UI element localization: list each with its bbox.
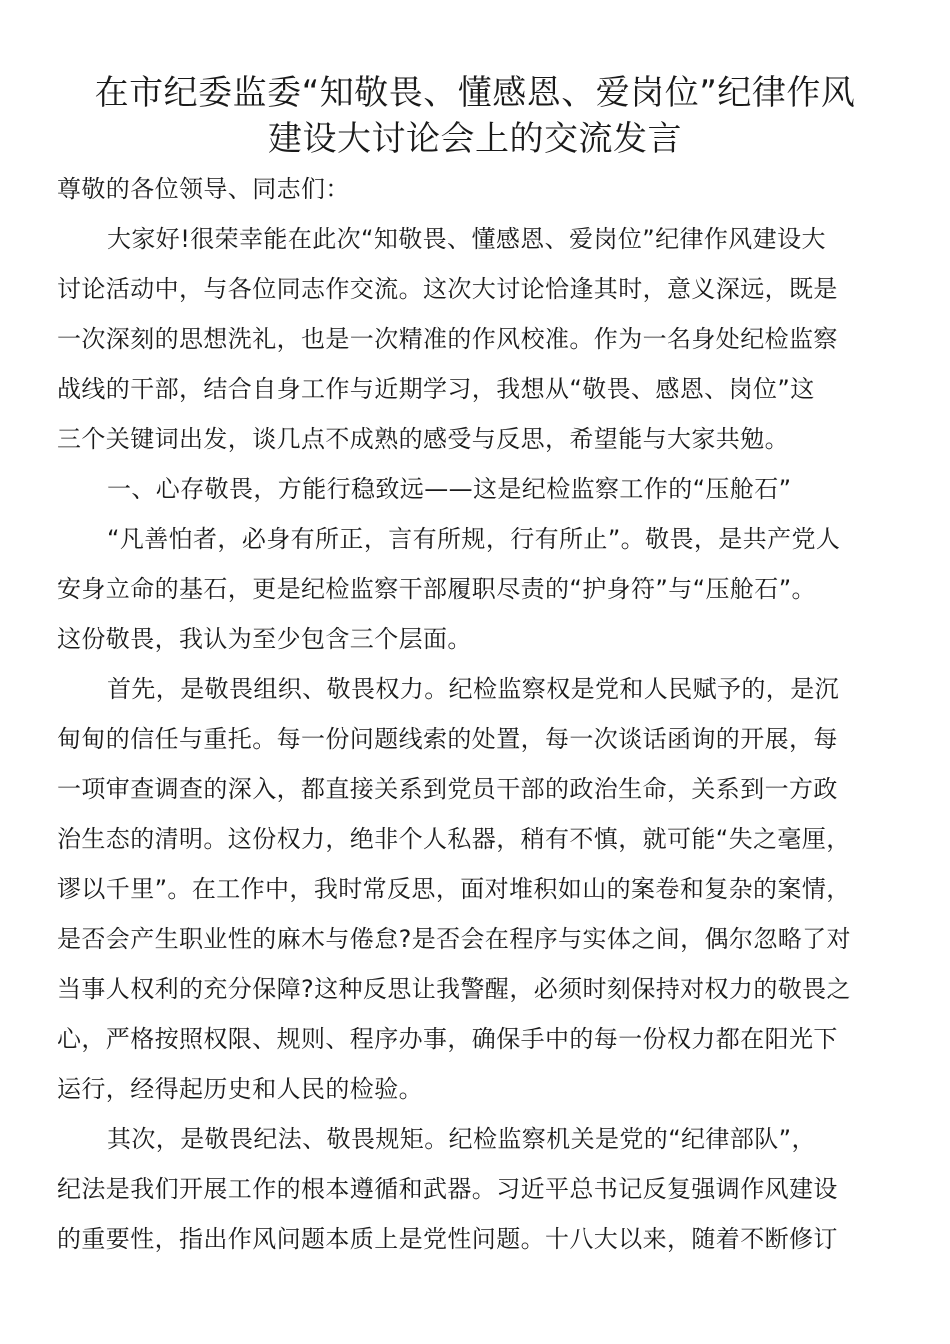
body-line: 运行，经得起历史和人民的检验。 [57, 1075, 423, 1103]
body-line: 其次，是敬畏纪法、敬畏规矩。纪检监察机关是党的“纪律部队”， [107, 1125, 816, 1153]
salutation: 尊敬的各位领导、同志们： [57, 175, 350, 203]
section-heading: 一、心存敬畏，方能行稳致远——这是纪检监察工作的“压舱石” [107, 475, 792, 503]
body-line: 首先，是敬畏组织、敬畏权力。纪检监察权是党和人民赋予的，是沉 [107, 675, 839, 703]
body-line: 治生态的清明。这份权力，绝非个人私器，稍有不慎，就可能“失之毫厘， [57, 825, 851, 853]
body-line: 一项审查调查的深入，都直接关系到党员干部的政治生命，关系到一方政 [57, 775, 838, 803]
body-line: 的重要性，指出作风问题本质上是党性问题。十八大以来，随着不断修订 [57, 1225, 838, 1253]
document-title-line-1: 在市纪委监委“知敬畏、懂感恩、爱岗位”纪律作风 [94, 73, 856, 113]
body-line: 三个关键词出发，谈几点不成熟的感受与反思，希望能与大家共勉。 [57, 425, 789, 453]
body-line: 是否会产生职业性的麻木与倦怠?是否会在程序与实体之间，偶尔忽略了对 [57, 925, 851, 953]
body-line: 这份敬畏，我认为至少包含三个层面。 [57, 625, 472, 653]
body-line: “凡善怕者，必身有所正，言有所规，行有所止”。敬畏，是共产党人 [107, 525, 841, 553]
body-line: 甸甸的信任与重托。每一份问题线索的处置，每一次谈话函询的开展，每 [57, 725, 838, 753]
body-line: 安身立命的基石，更是纪检监察干部履职尽责的“护身符”与“压舱石”。 [57, 575, 816, 603]
body-line: 心，严格按照权限、规则、程序办事，确保手中的每一份权力都在阳光下 [57, 1025, 838, 1053]
document-title-line-2: 建设大讨论会上的交流发言 [268, 119, 682, 159]
body-line: 大家好!很荣幸能在此次“知敬畏、懂感恩、爱岗位”纪律作风建设大 [107, 225, 826, 253]
body-line: 纪法是我们开展工作的根本遵循和武器。习近平总书记反复强调作风建设 [57, 1175, 838, 1203]
body-line: 谬以千里”。在工作中，我时常反思，面对堆积如山的案卷和复杂的案情， [57, 875, 851, 903]
body-line: 战线的干部，结合自身工作与近期学习，我想从“敬畏、感恩、岗位”这 [57, 375, 815, 403]
body-line: 讨论活动中，与各位同志作交流。这次大讨论恰逢其时，意义深远，既是 [57, 275, 838, 303]
body-line: 一次深刻的思想洗礼，也是一次精准的作风校准。作为一名身处纪检监察 [57, 325, 838, 353]
body-line: 当事人权利的充分保障?这种反思让我警醒，必须时刻保持对权力的敬畏之 [57, 975, 851, 1003]
